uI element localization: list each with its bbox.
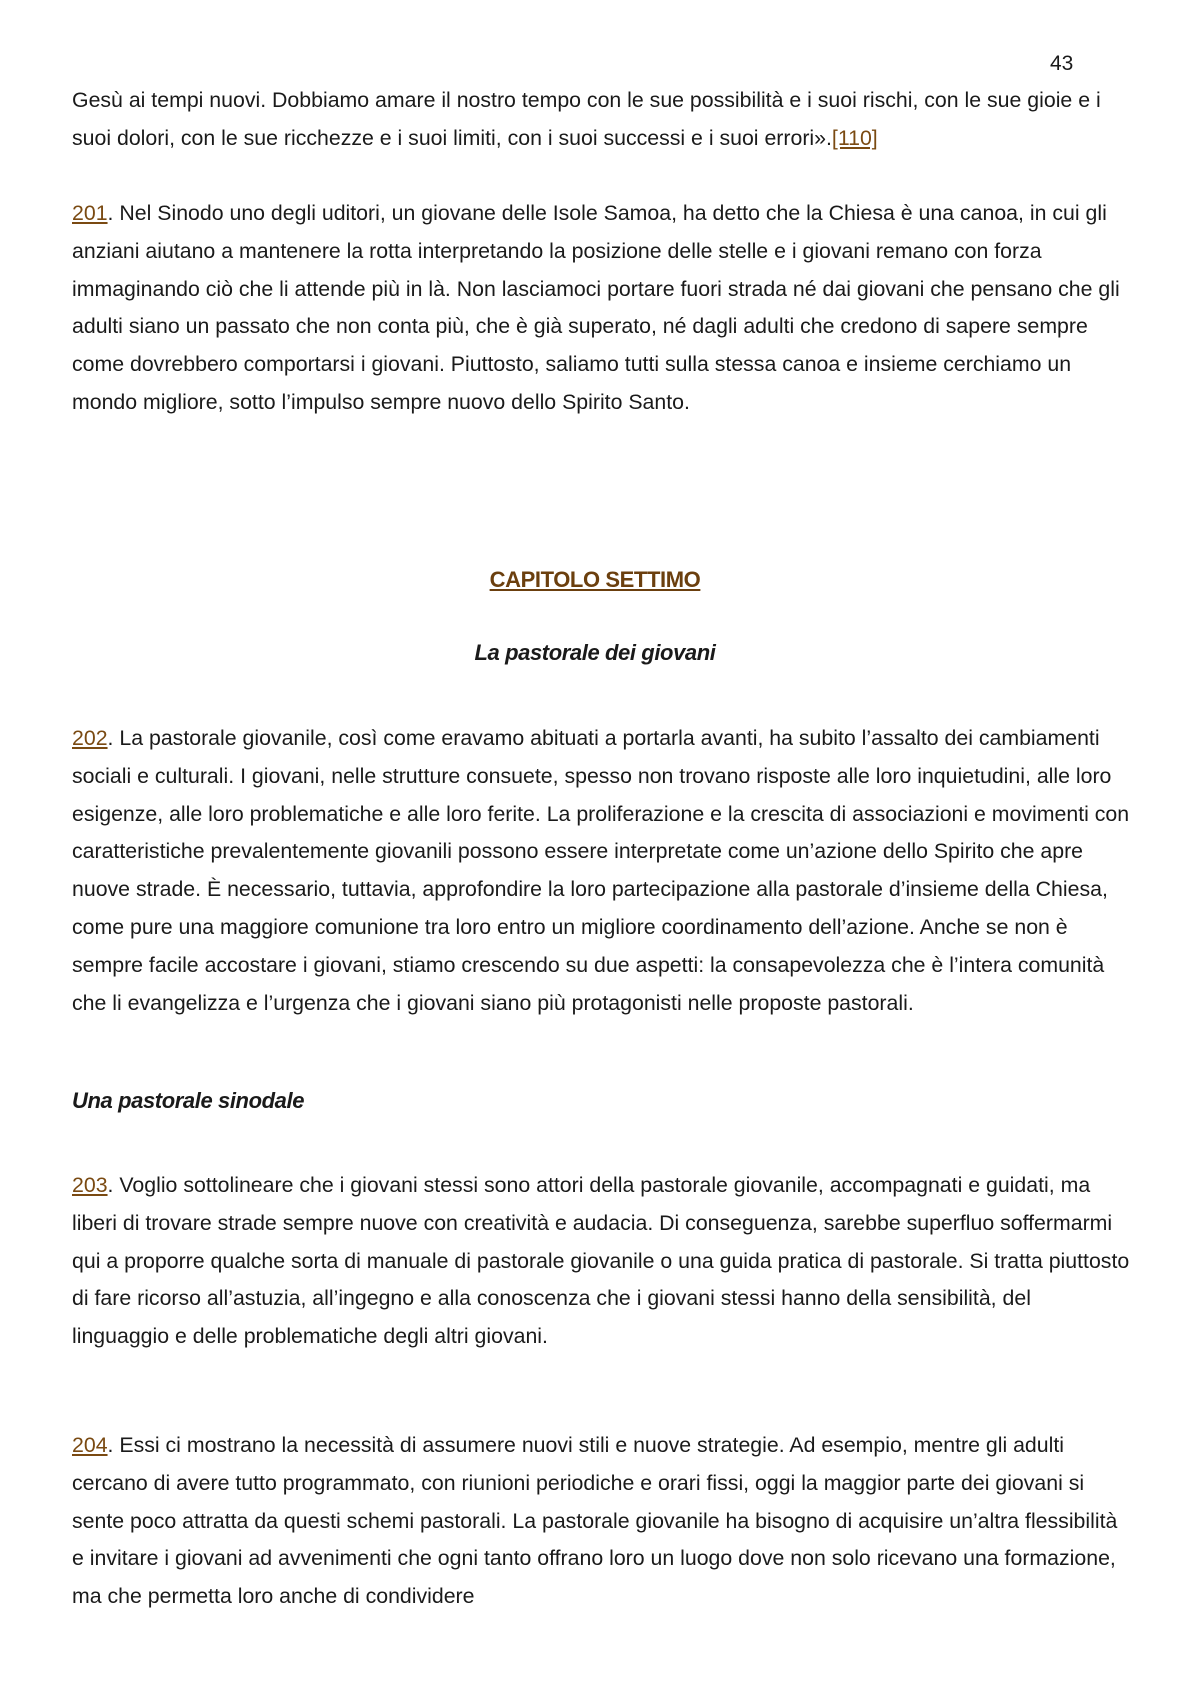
paragraph-202	[72, 720, 1132, 1022]
paragraph-number-link-201[interactable]: 201	[72, 201, 108, 225]
paragraph-number-link-203[interactable]: 203	[72, 1173, 108, 1197]
paragraph-text: . Nel Sinodo uno degli uditori, un giovane delle Isole Samoa, ha detto che la Chiesa è una canoa, in cui gli anziani aiutano a mantenere la rotta interpretando la posizione delle stelle e i giovani remano con forza immaginando ciò che li attende più in là. Non lasciamoci portare fuori strada né dai giovani che pensano che gli adulti siano un passato che non conta più, che è già superato, né dagli adulti che credono di sapere sempre come dovrebbero comportarsi i giovani. Piuttosto, saliamo tutti sulla stessa canoa e insieme cerchiamo un mondo migliore, sotto l’impulso sempre nuovo dello Spirito Santo.	[72, 201, 1120, 414]
chapter-subtitle: La pastorale dei giovani	[474, 640, 716, 665]
paragraph-intro	[72, 82, 1132, 158]
paragraph-number-link-202[interactable]: 202	[72, 726, 108, 750]
footnote-link-110[interactable]: [110]	[831, 125, 878, 150]
paragraph-number-link-204[interactable]: 204	[72, 1433, 108, 1457]
paragraph-203	[72, 1167, 1132, 1356]
paragraph-204	[72, 1427, 1132, 1616]
paragraph-text: . Essi ci mostrano la necessità di assumere nuovi stili e nuove strategie. Ad esempio, mentre gli adulti cercano di avere tutto programmato, con riunioni periodiche e orari fissi, oggi la maggior parte dei giovani si sente poco attratta da questi schemi pastorali. La pastorale giovanile ha bisogno di acquisire un’altra flessibilità e invitare i giovani ad avvenimenti che ogni tanto offrano loro un luogo dove non solo ricevano una formazione, ma che permetta loro anche di condividere	[72, 1433, 1118, 1609]
paragraph-201	[72, 195, 1132, 422]
paragraph-text: . Voglio sottolineare che i giovani stessi sono attori della pastorale giovanile, accompagnati e guidati, ma liberi di trovare strade sempre nuove con creatività e audacia. Di conseguenza, sarebbe superfluo soffermarmi qui a proporre qualche sorta di manuale di pastorale giovanile o una guida pratica di pastorale. Si tratta piuttosto di fare ricorso all’astuzia, all’ingegno e alla conoscenza che i giovani stessi hanno della sensibilità, del linguaggio e delle problematiche degli altri giovani.	[72, 1173, 1130, 1349]
page-number: 43	[1050, 52, 1074, 75]
chapter-heading-link[interactable]: CAPITOLO SETTIMO	[489, 567, 701, 592]
paragraph-text: . La pastorale giovanile, così come eravamo abituati a portarla avanti, ha subito l’assalto dei cambiamenti sociali e culturali. I giovani, nelle strutture consuete, spesso non trovano risposte alle loro inquietudini, alle loro esigenze, alle loro problematiche e alle loro ferite. La proliferazione e la crescita di associazioni e movimenti con caratteristiche prevalentemente giovanili possono essere interpretate come un’azione dello Spirito che apre nuove strade. È necessario, tuttavia, approfondire la loro partecipazione alla pastorale d’insieme della Chiesa, come pure una maggiore comunione tra loro entro un migliore coordinamento dell’azione. Anche se non è sempre facile accostare i giovani, stiamo crescendo su due aspetti: la consapevolezza che è l’intera comunità che li evangelizza e l’urgenza che i giovani siano più protagonisti nelle proposte pastorali.	[72, 726, 1130, 1015]
section-heading: Una pastorale sinodale	[72, 1088, 305, 1113]
paragraph-text: Gesù ai tempi nuovi. Dobbiamo amare il nostro tempo con le sue possibilità e i suoi rischi, con le sue gioie e i suoi dolori, con le sue ricchezze e i suoi limiti, con i suoi successi e i suoi errori».	[72, 88, 1101, 150]
